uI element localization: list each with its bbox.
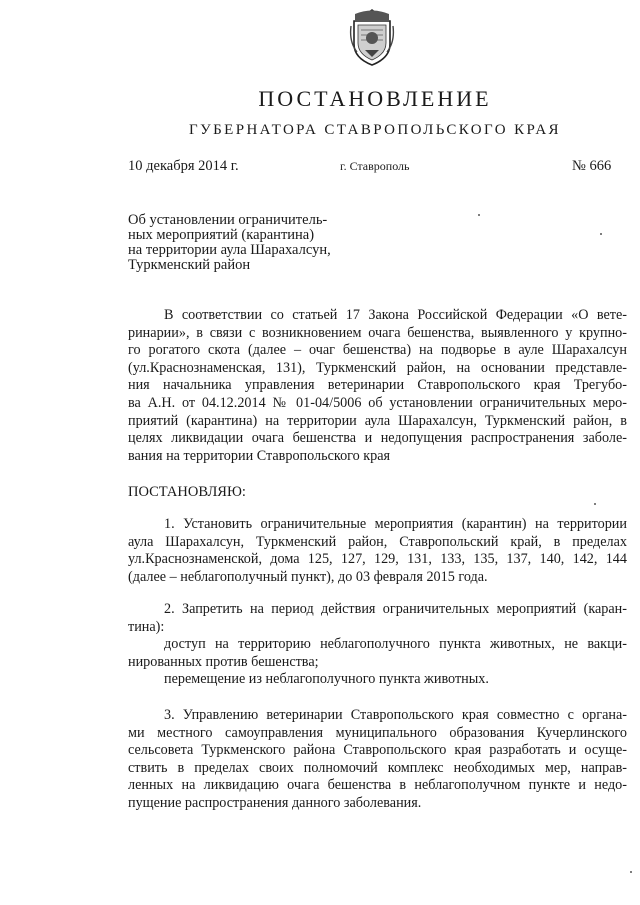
document-title: ПОСТАНОВЛЕНИЕ: [258, 86, 492, 111]
item-2-line: тина):: [128, 618, 165, 635]
item-3-line: ленных на ликвидацию очага бешенства в неблагополучном пункте и недо-: [128, 777, 627, 794]
item-1-line: ул.Краснознаменской, дома 125, 127, 129, 131, 133, 135, 137, 140, 142, 144: [128, 551, 627, 568]
subject-line: Туркменский район: [128, 257, 251, 273]
preamble-line: (ул.Краснознаменская, 131), Туркменский район, на основании представле-: [128, 359, 627, 376]
issuer-title: ГУБЕРНАТОРА СТАВРОПОЛЬСКОГО КРАЯ: [189, 122, 561, 138]
item-3-line: ми местного самоуправления муниципального образования Кучерлинского: [128, 724, 627, 741]
preamble-line: го рогатого скота (далее – очаг бешенства) на подворье в ауле Шарахалсун: [128, 342, 627, 359]
item-3-line: пущение распространения данного заболевания.: [128, 794, 422, 811]
scan-speck: [594, 503, 596, 505]
item-2-line: доступ на территорию неблагополучного пункта животных, не вакци-: [164, 636, 627, 653]
item-2-line: 2. Запретить на период действия ограничительных мероприятий (каран-: [164, 601, 627, 617]
scan-speck: [478, 214, 480, 216]
preamble-line: ния начальника управления ветеринарии Ставропольского края Трегубо-: [128, 377, 627, 394]
item-3-line: сельсовета Туркменского района Ставропольского края разработать и осуще-: [128, 742, 627, 759]
item-1-line: 1. Установить ограничительные мероприятия (карантин) на территории: [164, 516, 627, 532]
subject-line: Об установлении ограничитель-: [128, 212, 328, 228]
decree-word: ПОСТАНОВЛЯЮ:: [128, 484, 246, 500]
item-2-line: перемещение из неблагополучного пункта животных.: [164, 671, 489, 688]
document-subject: [128, 213, 388, 273]
preamble-line: В соответствии со статьей 17 Закона Российской Федерации «О вете-: [164, 307, 627, 323]
item-3-line: ствить в пределах своих полномочий комплекс необходимых мер, направ-: [128, 759, 627, 776]
preamble-line: ва А.Н. от 04.12.2014 № 01-04/5006 об установлении ограничительных меро-: [128, 394, 627, 411]
preamble-line: приятий (карантина) на территории аула Шарахалсун, Туркменский район, в: [128, 412, 627, 429]
preamble-paragraph: [128, 307, 627, 465]
document-number: № 666: [572, 158, 612, 174]
scan-speck: [600, 233, 602, 235]
item-3-paragraph: [128, 707, 627, 813]
item-1-line: (далее – неблагополучный пункт), до 03 февраля 2015 года.: [128, 568, 488, 585]
subject-line: ных мероприятий (карантина): [128, 227, 315, 243]
item-3-line: 3. Управлению ветеринарии Ставропольского края совместно с органа-: [164, 707, 627, 723]
item-1-paragraph: [128, 516, 627, 586]
item-2-paragraph: [128, 601, 627, 689]
document-date: 10 декабря 2014 г.: [128, 158, 239, 174]
subject-line: на территории аула Шарахалсун,: [128, 242, 331, 258]
preamble-line: ринарии», в связи с возникновением очага бешенства, выявленного у крупно-: [128, 324, 627, 341]
scan-speck: [630, 871, 632, 873]
item-2-line: нированных против бешенства;: [128, 653, 319, 670]
coat-of-arms-emblem: [349, 8, 395, 66]
document-city: г. Ставрополь: [340, 159, 410, 173]
preamble-line: целях ликвидации очага бешенства и недопущения распространения заболе-: [128, 430, 627, 447]
item-1-line: аула Шарахалсун, Туркменский район, Ставропольский край, в пределах: [128, 533, 627, 550]
preamble-line: вания на территории Ставропольского края: [128, 447, 391, 464]
